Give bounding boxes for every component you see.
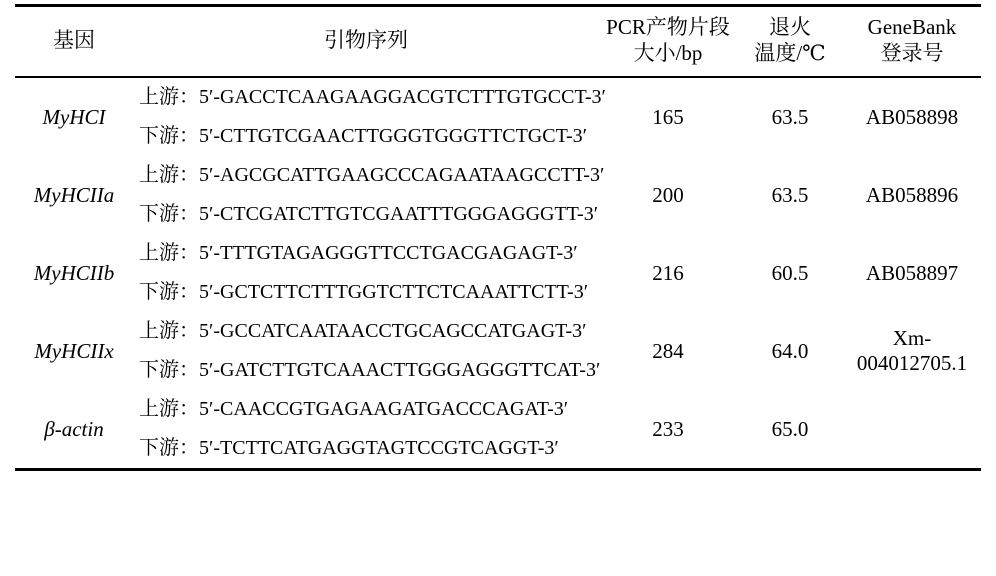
- column-header-anneal-temp-line2: 温度/℃: [754, 40, 826, 65]
- reverse-primer-label: 下游：: [139, 203, 199, 226]
- forward-primer-label: 上游：: [139, 86, 199, 109]
- anneal-temp-value: 64.0: [771, 338, 809, 363]
- forward-primer-label: 上游：: [139, 242, 199, 265]
- primer-sequences: [133, 312, 599, 390]
- gene-name: β-actin: [15, 390, 133, 470]
- reverse-primer-label: 下游：: [139, 281, 199, 304]
- reverse-primer-line: [139, 195, 599, 234]
- table-row: [15, 390, 981, 470]
- forward-primer-line: [139, 78, 606, 117]
- header-row: [15, 6, 981, 78]
- product-size-value: 165: [652, 104, 684, 129]
- anneal-temp-value: 60.5: [771, 260, 809, 285]
- reverse-primer-sequence: 5′-TCTTCATGAGGTAGTCCGTCAGGT-3′: [199, 437, 559, 460]
- forward-primer-sequence: 5′-TTTGTAGAGGGTTCCTGACGAGAGT-3′: [199, 242, 578, 265]
- forward-primer-line: [139, 156, 605, 195]
- forward-primer-label: 上游：: [139, 164, 199, 187]
- product-size-value: 200: [652, 182, 684, 207]
- genebank-accession-line1: AB058896: [865, 182, 959, 207]
- product-size-value: 216: [652, 260, 684, 285]
- column-header-genebank-line1: GeneBank: [867, 15, 957, 39]
- forward-primer-label: 上游：: [139, 398, 199, 421]
- reverse-primer-line: [139, 351, 601, 390]
- column-header-product-size-line1: PCR产物片段: [606, 15, 730, 39]
- genebank-accession: [843, 156, 981, 234]
- table-row: [15, 312, 981, 390]
- primer-sequences: [133, 156, 605, 234]
- reverse-primer-line: [139, 429, 595, 468]
- forward-primer-line: [139, 312, 595, 351]
- forward-primer-sequence: 5′-GACCTCAAGAAGGACGTCTTTGTGCCT-3′: [199, 86, 606, 109]
- genebank-accession-line2: 004012705.1: [856, 351, 968, 376]
- reverse-primer-sequence: 5′-CTTGTCGAACTTGGGTGGGTTCTGCT-3′: [199, 125, 587, 148]
- column-header-gene: [15, 6, 133, 78]
- column-header-anneal-temp: [737, 6, 843, 78]
- table-body: [15, 77, 981, 470]
- column-header-genebank: [843, 6, 981, 78]
- genebank-accession-line1: Xm-: [892, 326, 932, 351]
- genebank-accession: [843, 234, 981, 312]
- forward-primer-label: 上游：: [139, 320, 199, 343]
- product-size-value: 233: [599, 390, 737, 470]
- forward-primer-line: [139, 234, 595, 273]
- reverse-primer-line: [139, 117, 595, 156]
- reverse-primer-label: 下游：: [139, 437, 199, 460]
- column-header-genebank-line2: 登录号: [880, 40, 944, 65]
- forward-primer-line: [139, 390, 595, 429]
- reverse-primer-label: 下游：: [139, 359, 199, 382]
- anneal-temp-value: 63.5: [771, 104, 809, 129]
- genebank-accession-line1: AB058898: [865, 104, 959, 129]
- anneal-temp-value: 63.5: [771, 182, 809, 207]
- reverse-primer-sequence: 5′-GATCTTGTCAAACTTGGGAGGGTTCAT-3′: [199, 359, 601, 382]
- table-sheet: [0, 4, 996, 576]
- primer-sequences: [133, 390, 599, 470]
- primer-sequences: [133, 77, 606, 156]
- gene-name: MyHCI: [42, 104, 106, 129]
- gene-name: MyHCIIa: [33, 182, 115, 207]
- primer-table: [15, 4, 981, 471]
- forward-primer-sequence: 5′-GCCATCAATAACCTGCAGCCATGAGT-3′: [199, 320, 587, 343]
- column-header-anneal-temp-line1: 退火: [769, 15, 811, 39]
- product-size-value: 284: [652, 338, 684, 363]
- genebank-accession: [843, 390, 981, 470]
- column-header-sequence-label: 引物序列: [324, 27, 408, 52]
- gene-name: MyHCIIx: [34, 338, 114, 363]
- forward-primer-sequence: 5′-CAACCGTGAGAAGATGACCCAGAT-3′: [199, 398, 569, 421]
- table-row: [15, 234, 981, 312]
- table-row: [15, 156, 981, 234]
- genebank-accession-line1: AB058897: [865, 260, 959, 285]
- column-header-product-size: [599, 6, 737, 78]
- reverse-primer-label: 下游：: [139, 125, 199, 148]
- reverse-primer-sequence: 5′-GCTCTTCTTTGGTCTTCTCAAATTCTT-3′: [199, 281, 589, 304]
- anneal-temp-value: 65.0: [737, 390, 843, 470]
- column-header-product-size-line2: 大小/bp: [633, 40, 703, 65]
- gene-name: MyHCIIb: [33, 260, 115, 285]
- column-header-gene-label: 基因: [53, 27, 95, 52]
- table-row: [15, 77, 981, 156]
- column-header-sequence: [133, 6, 599, 78]
- reverse-primer-sequence: 5′-CTCGATCTTGTCGAATTTGGGAGGGTT-3′: [199, 203, 599, 226]
- table-head: [15, 6, 981, 78]
- forward-primer-sequence: 5′-AGCGCATTGAAGCCCAGAATAAGCCTT-3′: [199, 164, 605, 187]
- genebank-accession: [843, 77, 981, 156]
- reverse-primer-line: [139, 273, 595, 312]
- genebank-accession: [843, 312, 981, 390]
- primer-sequences: [133, 234, 599, 312]
